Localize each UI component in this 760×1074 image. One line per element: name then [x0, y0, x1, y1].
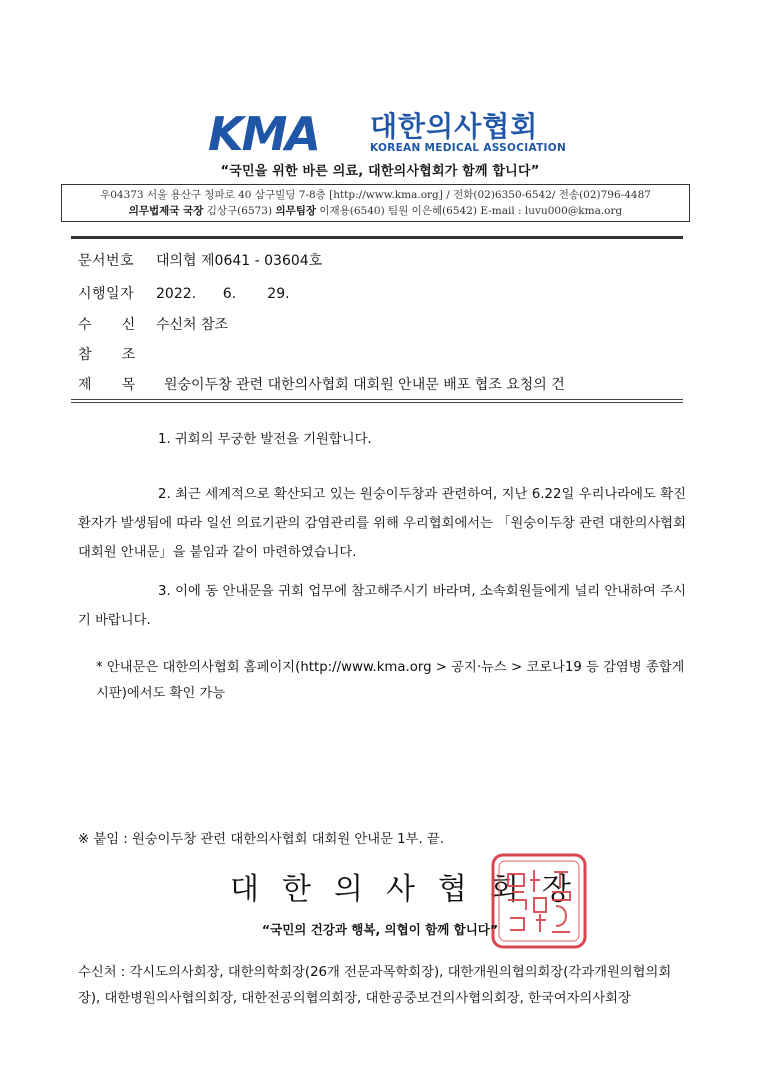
contact-dept-label: 의무법제국 국장 [128, 205, 204, 217]
date-label: 시행일자 [78, 286, 135, 302]
contact-line-2 [62, 203, 689, 219]
attachment-line: ※ 붙임 : 원숭이두창 관련 대한의사협회 대회원 안내문 1부. 끝. [78, 832, 445, 847]
subject-divider-bottom [71, 402, 683, 403]
recipient-row [78, 314, 228, 334]
subject-divider-top [71, 399, 683, 400]
reference-row [78, 344, 156, 364]
kma-logo [208, 107, 567, 161]
contact-line-1: 우04373 서울 용산구 청파로 40 삼구빌딩 7-8층 [http://www.kma.org] / 전화(02)6350-6542/ 전송(02)796-4487 [100, 189, 651, 201]
doc-number: 대의협 제0641 - 03604호 [156, 253, 323, 269]
signer-title: 대한의사협회장 [230, 872, 594, 907]
doc-number-label: 문서번호 [78, 253, 135, 269]
note: * 안내문은 대한의사협회 홈페이지(http://www.kma.org > 공지·뉴스 > 코로나19 등 감염병 종합게시판)에서도 확인 가능 [96, 660, 685, 701]
footer-motto: “국민의 건강과 행복, 의협이 함께 합니다” [261, 922, 499, 937]
contact-team-text: 이재용(6540) 팀원 이은혜(6542) E-mail : luvu000@kma.org [316, 205, 623, 217]
recipient-label: 수 신 [78, 317, 136, 333]
paragraph-1 [78, 425, 686, 454]
reference-label: 참 조 [78, 347, 136, 363]
logo-korean-name: 대한의사협회 [370, 110, 539, 143]
paragraph-2 [78, 480, 686, 567]
subject-row [78, 374, 565, 394]
paragraph-3 [78, 577, 686, 635]
header-divider [71, 236, 683, 239]
logo-mark: KMA [208, 107, 320, 161]
logo-english-name: KOREAN MEDICAL ASSOCIATION [370, 142, 567, 154]
paragraph-1-text: 1. 귀회의 무궁한 발전을 기원합니다. [158, 432, 372, 447]
date-value: 2022. 6. 29. [156, 286, 290, 302]
contact-dept-text: 김상구(6573) [203, 205, 276, 217]
recipient-value: 수신처 참조 [156, 317, 229, 333]
paragraph-2-text: 2. 최근 세계적으로 확산되고 있는 원숭이두창과 관련하여, 지난 6.22일 우리나라에도 확진환자가 발생됨에 따라 일선 의료기관의 감염관리를 위해 우리협회에서는 「원숭이두창 관련 대한의사협회 대회원 안내문」을 붙임과 같이 마련하였습니다. [78, 487, 686, 560]
paragraph-3-text: 3. 이에 동 안내문을 귀회 업무에 참고해주시기 바라며, 소속회원들에게 널리 안내하여 주시기 바랍니다. [78, 584, 686, 628]
contact-box [61, 184, 690, 222]
subject-label: 제 목 [78, 377, 136, 393]
recipients-list: 수신처 : 각시도의사회장, 대한의학회장(26개 전문과목학회장), 대한개원의협의회장(각과개원의협의회장), 대한병원의사협의회장, 대한전공의협의회장, 대한공중보건의사협의회장, 한국여자의사회장 [78, 965, 672, 1006]
doc-number-row [78, 250, 322, 270]
date-row [78, 283, 290, 303]
header-motto: “국민을 위한 바른 의료, 대한의사협회가 함께 합니다” [220, 164, 540, 179]
subject-value: 원숭이두창 관련 대한의사협회 대회원 안내문 배포 협조 요청의 건 [164, 377, 565, 393]
contact-team-label: 의무팀장 [275, 205, 317, 217]
